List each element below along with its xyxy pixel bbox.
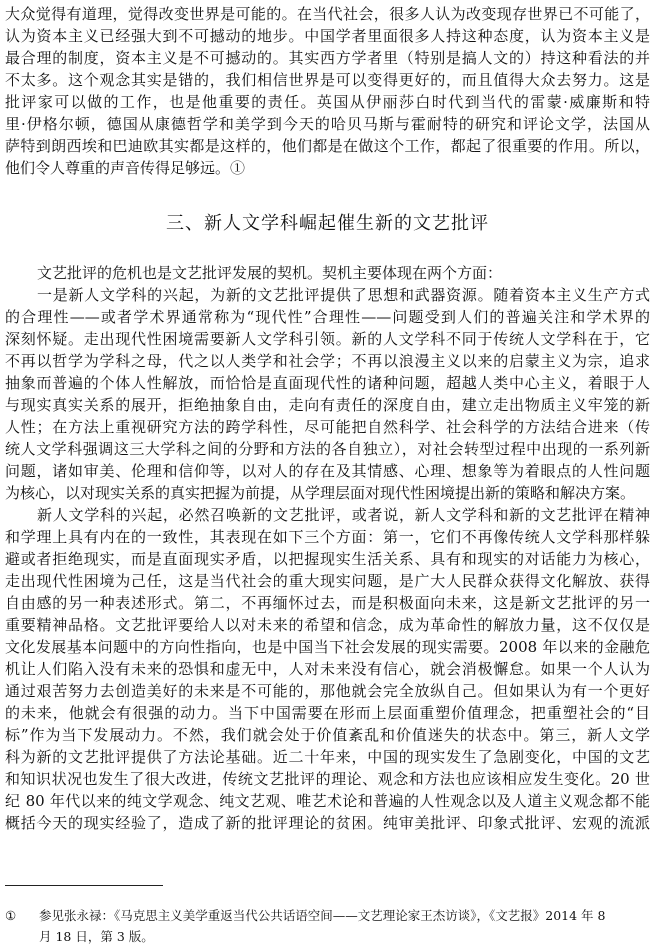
footnote-marker: ① <box>5 908 17 923</box>
body-line-2: 一是新人文学科的兴起，为新的文艺批评提供了思想和武器资源。随着资本主义生产方式 <box>37 286 650 304</box>
intro-line-3: 最合理的制度，资本主义是不可撼动的。其实西方学者里（特别是搞人文的）持这种看法的并 <box>5 49 650 67</box>
body-line-9: 统人文学科强调这三大学科之间的分野和方法的各自独立），对社会转型过程中出现的一系列新 <box>5 440 650 458</box>
body-line-21: 的未来，他就会有很强的动力。当下中国需要在形而上层面重塑价值理念，把重塑社会的“目 <box>5 704 650 722</box>
body-line-5: 不再以哲学为学科之母，代之以人类学和社会学；不再以浪漫主义以来的启蒙主义为宗，追求 <box>5 352 650 370</box>
footnote-text-1: 参见张永禄：《马克思主义美学重返当代公共话语空间——文艺理论家王杰访谈》，《文艺报》2014 年 8 <box>39 908 606 923</box>
body-line-8: 人性；在方法上重视研究方法的跨学科性，尽可能把自然科学、社会科学的方法结合进来（传 <box>5 418 650 436</box>
footnote-separator <box>5 885 163 886</box>
body-line-10: 问题，诸如审美、伦理和信仰等，以对人的存在及其情感、心理、想象等为着眼点的人性问题 <box>5 462 650 480</box>
body-line-3: 的合理性——或者学术界通常称为“现代性”合理性——问题受到人们的普遍关注和学术界的 <box>5 308 650 326</box>
intro-line-6: 里·伊格尔顿，德国从康德哲学和美学到今天的哈贝马斯与霍耐特的研究和评论文学，法国从 <box>5 115 650 133</box>
body-line-15: 走出现代性困境为己任，这是当代社会的重大现实问题，是广大人民群众获得文化解放、获得 <box>5 572 650 590</box>
intro-line-7: 萨特到朗西埃和巴迪欧其实都是这样的，他们都是在做这个工作，都起了很重要的作用。所以， <box>5 137 650 155</box>
body-line-1: 文艺批评的危机也是文艺批评发展的契机。契机主要体现在两个方面： <box>37 264 503 282</box>
body-line-13: 和学理上具有内在的一致性，其表现在如下三个方面：第一，它们不再像传统人文学科那样躲 <box>5 528 650 546</box>
body-line-20: 通过艰苦努力去创造美好的未来是不可能的，那他就会完全放纵自己。但如果认为有一个更好 <box>5 682 650 700</box>
body-line-14: 避或者拒绝现实，而是直面现实矛盾，以把握现实生活关系、具有和现实的对话能力为核心， <box>5 550 650 568</box>
body-line-25: 纪 80 年代以来的纯文学观念、纯文艺观、唯艺术论和普遍的人性观念以及人道主义观念都不能 <box>5 792 650 810</box>
body-line-17: 重要精神品格。文艺批评要给人以对未来的希望和信念，成为革命性的解放力量，这不仅仅是 <box>5 616 650 634</box>
body-line-23: 科为新的文艺批评提供了方法论基础。近二十年来，中国的现实发生了急剧变化，中国的文艺 <box>5 748 650 766</box>
body-line-6: 抽象而普遍的个体人性解放，而恰恰是直面现代性的诸种问题，超越人类中心主义，着眼于人 <box>5 374 650 392</box>
body-line-12: 新人文学科的兴起，必然召唤新的文艺批评，或者说，新人文学科和新的文艺批评在精神 <box>37 506 650 524</box>
body-line-19: 机让人们陷入没有未来的恐惧和虚无中，人对未来没有信心，就会消极懈怠。如果一个人认为 <box>5 660 650 678</box>
body-line-22: 标”作为当下发展动力。不然，我们就会处于价值紊乱和价值迷失的状态中。第三，新人文学 <box>5 726 650 744</box>
intro-line-2: 认为资本主义已经强大到不可撼动的地步。中国学者里面很多人持这种态度，认为资本主义是 <box>5 27 650 45</box>
body-line-26: 概括今天的现实经验了，造成了新的批评理论的贫困。纯审美批评、印象式批评、宏观的流派 <box>5 814 650 832</box>
body-line-16: 自由感的另一种表述形式。第二，不再缅怀过去，而是积极面向未来，这是新文艺批评的另一 <box>5 594 650 612</box>
body-line-4: 深刻怀疑。走出现代性困境需要新人文学科引领。新的人文学科不同于传统人文学科在于，它 <box>5 330 650 348</box>
footnote-line-1 <box>5 906 645 925</box>
body-line-11: 为核心，以对现实关系的真实把握为前提，从学理层面对现代性困境提出新的策略和解决方案。 <box>5 484 636 502</box>
body-line-24: 和知识状况也发生了很大改进，传统文艺批评的理论、观念和方法也应该相应发生变化。20 世 <box>5 770 650 788</box>
intro-line-1: 大众觉得有道理，觉得改变世界是可能的。在当代社会，很多人认为改变现存世界已不可能了， <box>5 5 650 23</box>
body-line-18: 文化发展基本问题中的方向性指向，也是中国当下社会发展的现实需要。2008 年以来的金融危 <box>5 638 650 656</box>
body-line-7: 与现实真实关系的展开，拒绝抽象自由，走向有责任的深度自由，建立走出物质主义牢笼的新 <box>5 396 650 414</box>
footnote-line-2: 月 18 日，第 3 版。 <box>39 929 154 944</box>
intro-line-5: 批评家可以做的工作，也是他重要的责任。英国从伊丽莎白时代到当代的雷蒙·威廉斯和特 <box>5 93 650 111</box>
section-heading: 三、新人文学科崛起催生新的文艺批评 <box>166 213 489 234</box>
intro-line-8: 他们令人尊重的声音传得足够远。① <box>5 159 246 177</box>
intro-line-4: 不太多。这个观念其实是错的，我们相信世界是可以变得更好的，而且值得大众去努力。这是 <box>5 71 650 89</box>
